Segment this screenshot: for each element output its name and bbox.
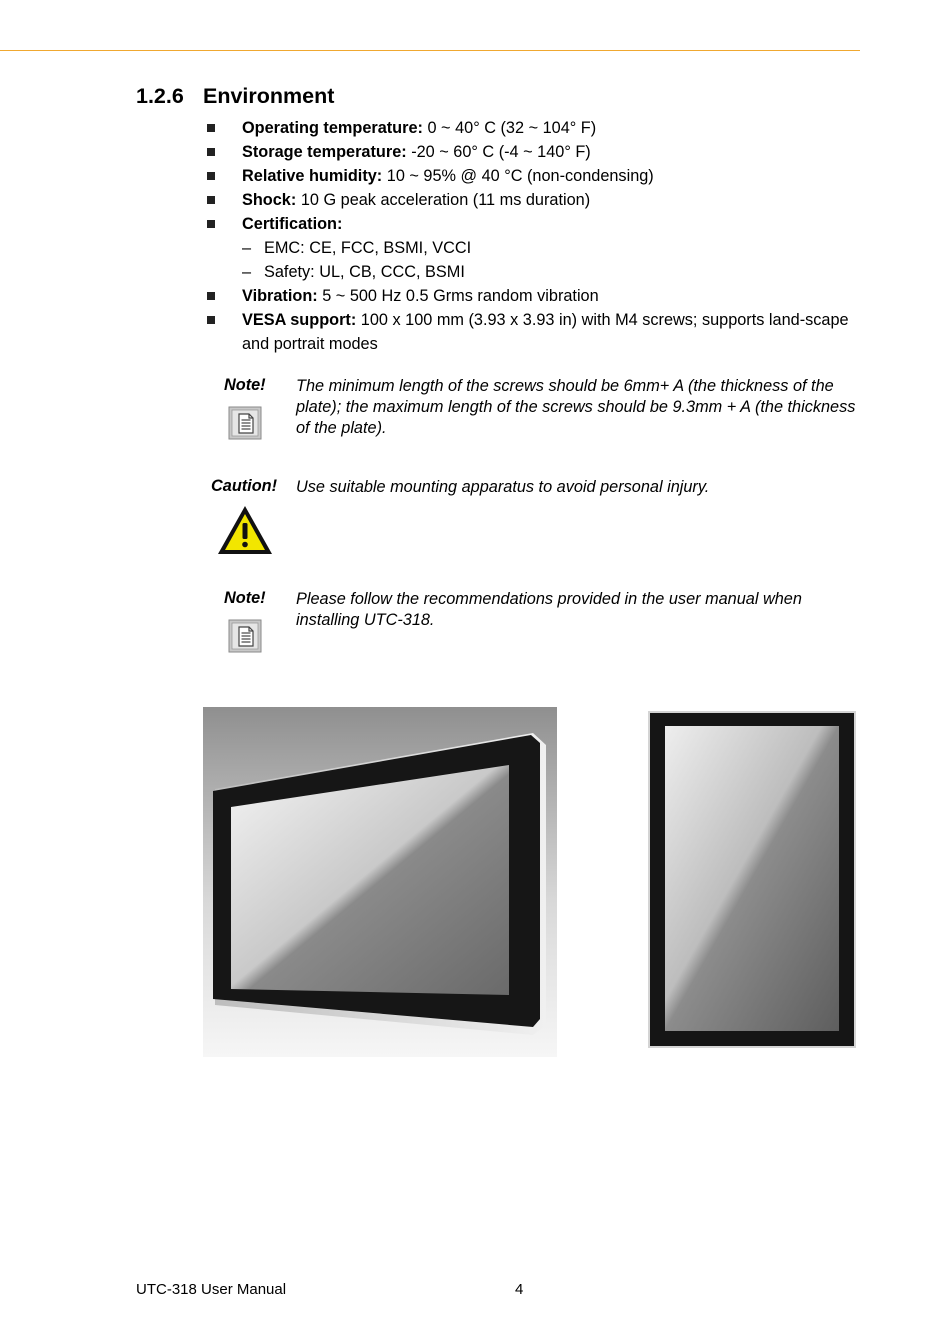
square-bullet-icon: [207, 172, 215, 180]
note-text: Please follow the recommendations provided in the user manual when installing UTC-318.: [296, 590, 802, 629]
landscape-monitor-photo: [203, 707, 557, 1057]
spec-label: Relative humidity:: [242, 167, 383, 185]
spec-value: 10 G peak acceleration (11 ms duration): [296, 191, 591, 209]
spec-vibration: [205, 284, 865, 308]
note-document-icon: [228, 619, 262, 653]
header-rule: [0, 50, 860, 51]
note-document-icon: [228, 406, 262, 440]
note-text: The minimum length of the screws should be 6mm+ A (the thickness of the plate); the maximum length of the screws should be 9.3mm + A (the thickness of the plate).: [296, 377, 856, 437]
spec-value: -20 ~ 60° C (-4 ~ 140° F): [406, 143, 591, 161]
spec-label: Certification:: [242, 215, 343, 233]
caution-text: Use suitable mounting apparatus to avoid personal injury.: [296, 478, 710, 496]
square-bullet-icon: [207, 316, 215, 324]
section-heading: [136, 84, 334, 109]
spec-label: Vibration:: [242, 287, 318, 305]
spec-label: Operating temperature:: [242, 119, 423, 137]
square-bullet-icon: [207, 220, 215, 228]
certification-text: Safety: UL, CB, CCC, BSMI: [264, 263, 465, 281]
footer-manual-title: UTC-318 User Manual: [136, 1281, 287, 1298]
spec-operating-temperature: [205, 116, 865, 140]
certification-emc: [205, 236, 865, 260]
note-label: Note!: [224, 589, 266, 607]
environment-spec-list: [205, 116, 865, 356]
spec-relative-humidity: [205, 164, 865, 188]
section-number: 1.2.6: [136, 84, 184, 108]
spec-shock: [205, 188, 865, 212]
caution-label: Caution!: [211, 477, 278, 495]
footer-page-number: 4: [515, 1281, 524, 1298]
spec-value: 0 ~ 40° C (32 ~ 104° F): [422, 119, 597, 137]
note-label: Note!: [224, 376, 266, 394]
spec-label: Storage temperature:: [242, 143, 407, 161]
portrait-monitor-photo: [648, 711, 856, 1048]
spec-label: VESA support:: [242, 311, 357, 329]
square-bullet-icon: [207, 196, 215, 204]
spec-value: 5 ~ 500 Hz 0.5 Grms random vibration: [317, 287, 599, 305]
spec-value: 10 ~ 95% @ 40 °C (non-condensing): [382, 167, 654, 185]
section-title: Environment: [203, 84, 335, 108]
spec-storage-temperature: [205, 140, 865, 164]
certification-text: EMC: CE, FCC, BSMI, VCCI: [264, 239, 472, 257]
spec-vesa-support: [205, 308, 865, 356]
square-bullet-icon: [207, 148, 215, 156]
spec-label: Shock:: [242, 191, 297, 209]
warning-triangle-icon: [216, 504, 274, 556]
square-bullet-icon: [207, 124, 215, 132]
dash-marker: –: [242, 239, 252, 257]
spec-value: 100 x 100 mm (3.93 x 3.93 in) with M4 screws; supports land-scape and portrait modes: [242, 311, 849, 353]
certification-safety: [205, 260, 865, 284]
dash-marker: –: [242, 263, 252, 281]
spec-certification: [205, 212, 865, 236]
square-bullet-icon: [207, 292, 215, 300]
